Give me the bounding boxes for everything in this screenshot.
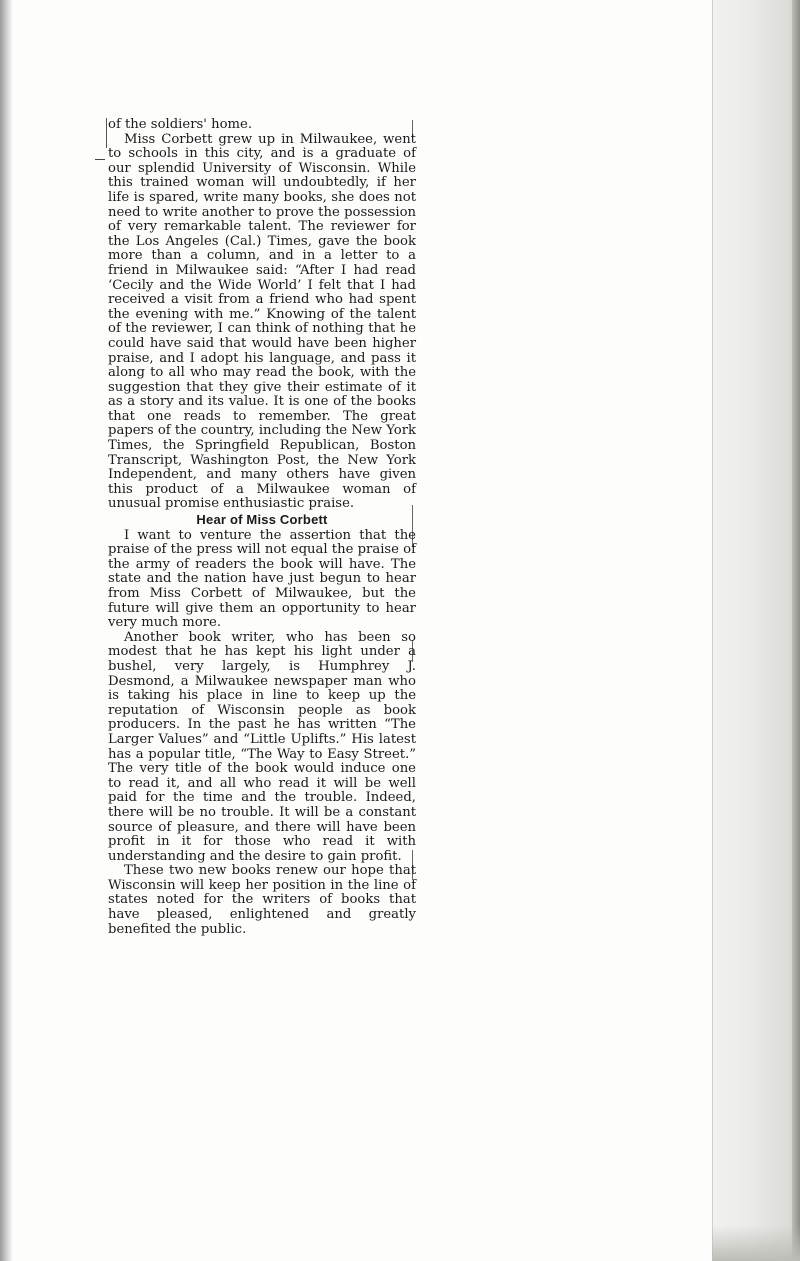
- scan-right-edge: [792, 0, 800, 1261]
- subheading: Hear of Miss Corbett: [196, 512, 328, 528]
- paragraph-desmond: Another book writer, who has been so modest that he has kept his light under a bushel, very largely, is Humphrey J. Desmond, a Milwaukee newspaper man who is taking his place in line to keep up the reputation of Wisconsin people as book producers. In the past he has written “The Larger Values” and “Little Uplifts.” His latest has a popular title, “The Way to Easy Street.” The very title of the book would induce one to read it, and all who read it will be well paid for the time and the trouble. Indeed, there will be no trouble. It will be a constant source of pleasure, and there will have been profit in it for those who read it with understanding and the desire to gain profit.: [108, 629, 416, 864]
- paragraph-praise: I want to venture the assertion that the praise of the press will not equal the praise of the army of readers the book will have. The state and the nation have just begun to hear from Miss Corbett of Milwaukee, but the future will give them an opportunity to hear very much more.: [108, 527, 416, 631]
- scan-left-edge: [0, 0, 12, 1261]
- opening-line: of the soldiers' home.: [108, 117, 253, 132]
- binding-margin-strip: [712, 0, 800, 1261]
- paragraph-closing: These two new books renew our hope that Wisconsin will keep her position in the line of states noted for the writers of books that have pleased, enlightened and greatly benefited the public.: [108, 863, 416, 937]
- paragraph-corbett: Miss Corbett grew up in Milwaukee, went to schools in this city, and is a graduate of our splendid University of Wisconsin. While this trained woman will undoubtedly, if her life is spared, write many books, she does not need to write another to prove the possession of very remarkable talent. The reviewer for the Los Angeles (Cal.) Times, gave the book more than a column, and in a letter to a friend in Milwaukee said: “After I had read ‘Cecily and the Wide World’ I felt that I had received a visit from a friend who had spent the evening with me.” Knowing of the talent of the reviewer, I can think of nothing that he could have said that would have been higher praise, and I adopt his language, and pass it along to all who may read the book, with the suggestion that they give their estimate of it as a story and its value. It is one of the books that one reads to remember. The great papers of the country, including the New York Times, the Springfield Republican, Boston Transcript, Washington Post, the New York Independent, and many others have given this product of a Milwaukee woman of unusual promise enthusiastic praise.: [108, 131, 416, 512]
- newspaper-clipping: [108, 118, 416, 937]
- scan-corner-shadow: [712, 1225, 800, 1261]
- clipping-left-rule: [106, 118, 107, 148]
- clipping-margin-dash: [95, 159, 105, 160]
